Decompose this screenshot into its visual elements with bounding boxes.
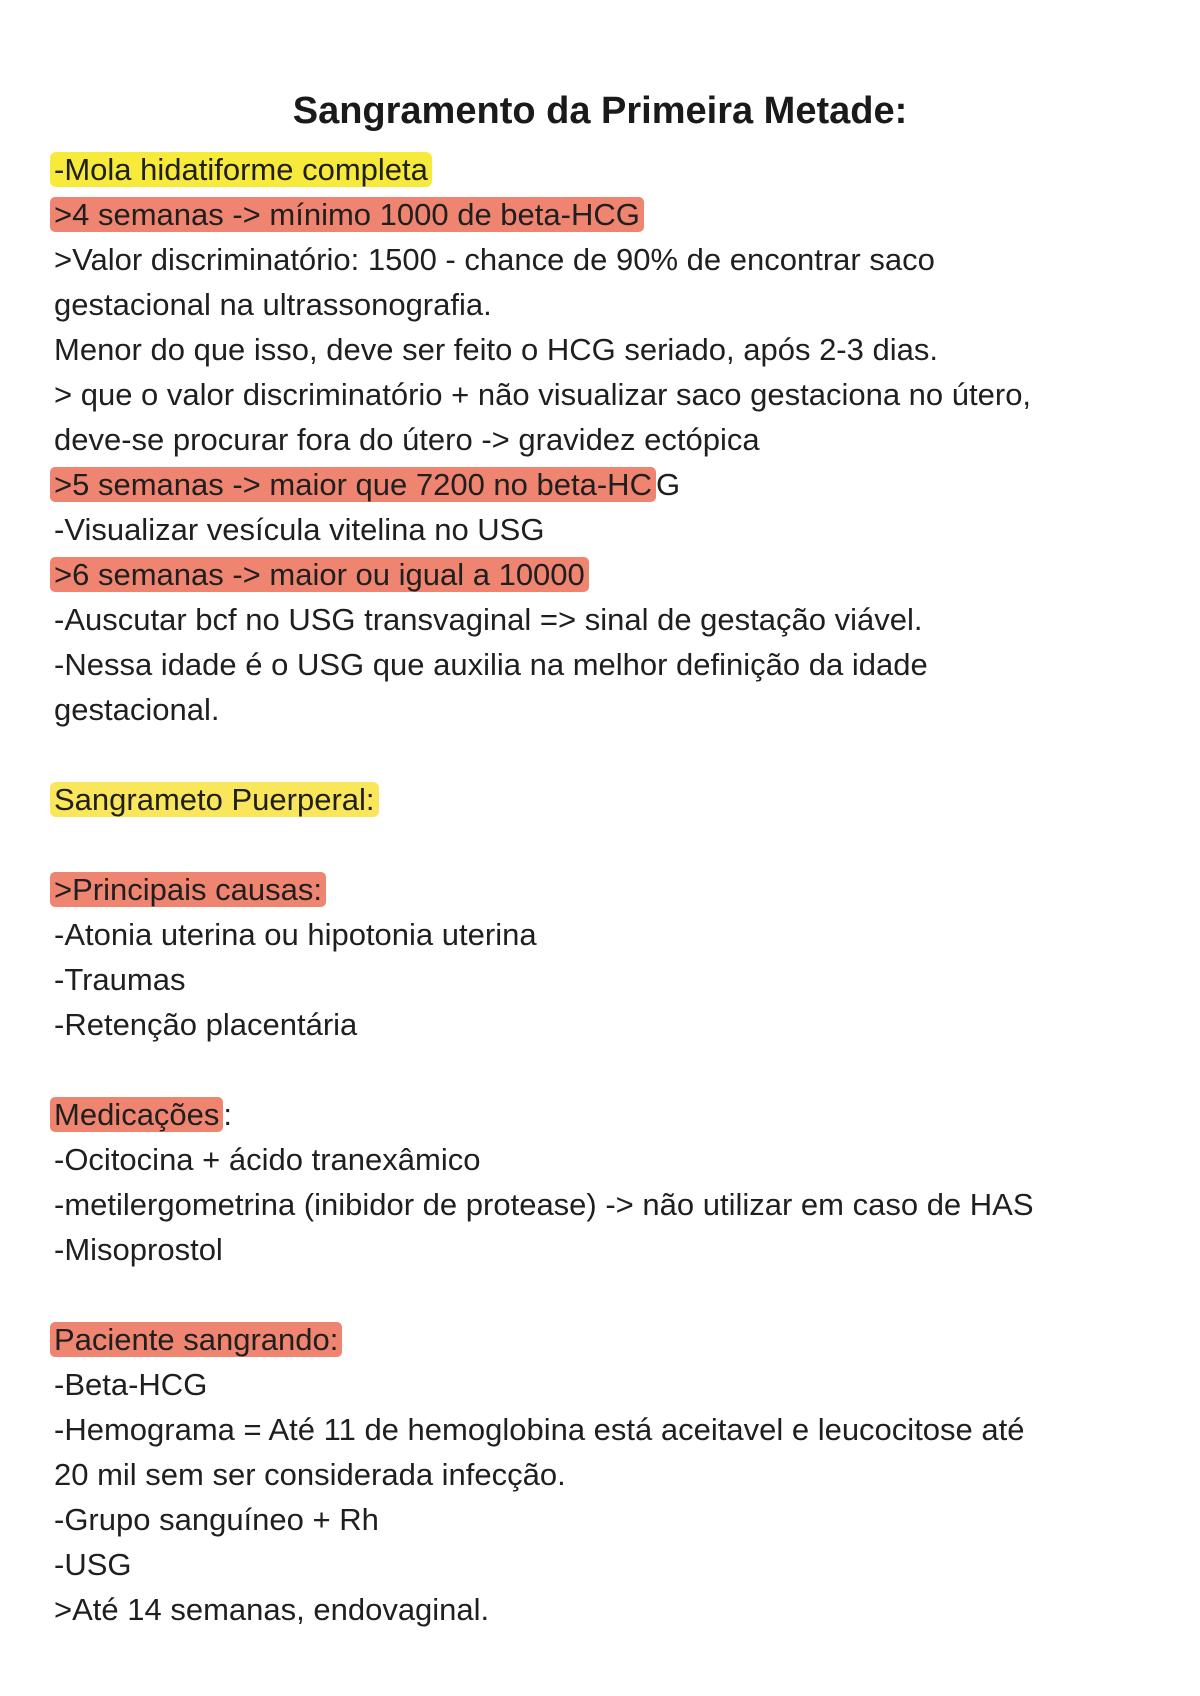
week6-line [54,555,589,595]
patient-item: -Grupo sanguíneo + Rh [54,1502,379,1537]
discriminatory-line-1: >Valor discriminatório: 1500 - chance de 90% de encontrar saco [54,242,935,277]
puerperal-heading-line [54,780,379,820]
patient-heading-line [54,1320,342,1360]
idade-line-1: -Nessa idade é o USG que auxilia na melhor definição da idade [54,647,928,682]
patient-item: -USG [54,1547,132,1582]
patient-item: -Hemograma = Até 11 de hemoglobina está aceitavel e leucocitose até [54,1412,1025,1447]
causes-heading: >Principais causas: [50,872,326,907]
medication-item: -metilergometrina (inibidor de protease) -> não utilizar em caso de HAS [54,1187,1034,1222]
medications-heading: Medicações [50,1097,223,1132]
week4-line [54,195,644,235]
puerperal-heading: Sangrameto Puerperal: [50,782,379,817]
week6-highlight: >6 semanas -> maior ou igual a 10000 [50,557,589,592]
mola-heading: -Mola hidatiforme completa [50,152,432,187]
medications-heading-line [54,1095,232,1135]
week4-highlight: >4 semanas -> mínimo 1000 de beta-HCG [50,197,644,232]
medications-colon: : [223,1097,233,1132]
discriminatory-line-5: deve-se procurar fora do útero -> gravidez ectópica [54,422,760,457]
page-title: Sangramento da Primeira Metade: [292,90,908,132]
medication-item: -Misoprostol [54,1232,223,1267]
discriminatory-line-3: Menor do que isso, deve ser feito o HCG seriado, após 2-3 dias. [54,332,938,367]
cause-item: -Retenção placentária [54,1007,358,1042]
week5-rest: G [655,467,681,502]
patient-item: -Beta-HCG [54,1367,208,1402]
bcf-line: -Auscutar bcf no USG transvaginal => sinal de gestação viável. [54,602,923,637]
week5-highlight: >5 semanas -> maior que 7200 no beta-HC [50,467,656,502]
patient-heading: Paciente sangrando: [50,1322,342,1357]
patient-item: 20 mil sem ser considerada infecção. [54,1457,566,1492]
mola-heading-line [54,150,432,190]
patient-item: >Até 14 semanas, endovaginal. [54,1592,490,1627]
cause-item: -Traumas [54,962,186,997]
discriminatory-line-4: > que o valor discriminatório + não visualizar saco gestaciona no útero, [54,377,1032,412]
discriminatory-line-2: gestacional na ultrassonografia. [54,287,492,322]
causes-heading-line [54,870,326,910]
week5-line [54,465,680,505]
medication-item: -Ocitocina + ácido tranexâmico [54,1142,481,1177]
vesicula-line: -Visualizar vesícula vitelina no USG [54,512,545,547]
idade-line-2: gestacional. [54,692,220,727]
cause-item: -Atonia uterina ou hipotonia uterina [54,917,537,952]
